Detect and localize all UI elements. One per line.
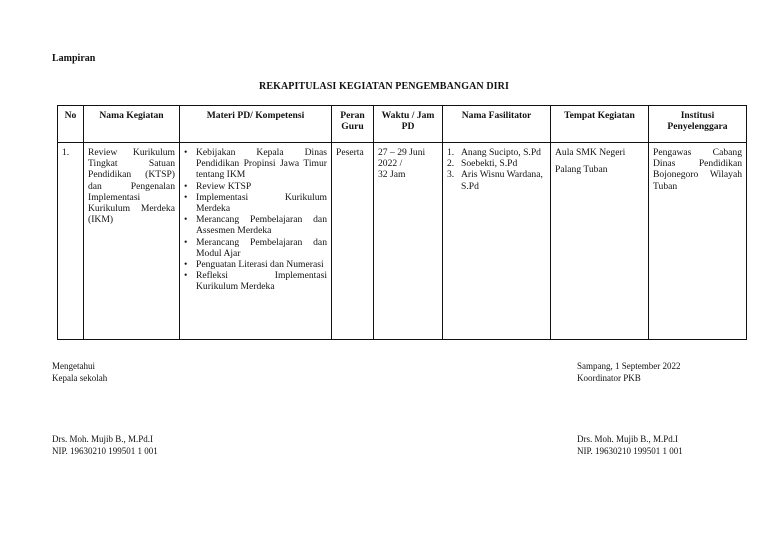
header-tempat: Tempat Kegiatan [551,106,649,143]
tempat-line-1: Aula SMK Negeri [555,147,626,158]
cell-no: 1. [58,143,84,340]
list-item: 1. Anang Sucipto, S.Pd [447,147,541,158]
document-title: REKAPITULASI KEGIATAN PENGEMBANGAN DIRI [259,81,509,92]
cell-tempat [551,143,649,340]
list-item: • Implementasi Kurikulum Merdeka [196,192,327,214]
list-item: • Merancang Pembelajaran dan Assesmen Merdeka [196,214,327,236]
cell-peran: Peserta [332,143,374,340]
waktu-hours: 32 Jam [378,169,406,181]
header-fasilitator: Nama Fasilitator [443,106,551,143]
list-item: • Penguatan Literasi dan Numerasi [196,259,327,270]
list-item: • Review KTSP [196,181,327,192]
signature-left-heading [52,361,107,384]
signer-nip: NIP. 19630210 199501 1 001 [52,445,158,456]
cell-materi [180,143,332,340]
cell-fasilitator [443,143,551,340]
cell-waktu [374,143,443,340]
header-nama-kegiatan: Nama Kegiatan [84,106,180,143]
principal-role: Kepala sekolah [52,372,108,383]
signer-nip: NIP. 19630210 199501 1 001 [577,445,683,456]
attachment-label: Lampiran [52,53,96,64]
fasilitator-list [447,147,546,192]
table-header-row [58,106,747,143]
signer-name: Drs. Moh. Mujib B., M.Pd.I [52,434,154,444]
list-item: • Kebijakan Kepala Dinas Pendidikan Propinsi Jawa Timur tentang IKM [196,147,327,181]
header-materi: Materi PD/ Kompetensi [180,106,332,143]
list-item: • Refleksi Implementasi Kurikulum Merdeka [196,270,327,292]
waktu-date: 27 – 29 Juni 2022 / [378,147,426,170]
signer-name: Drs. Moh. Mujib B., M.Pd.I [577,434,679,444]
acknowledge-label: Mengetahui [52,361,95,371]
header-waktu: Waktu / Jam PD [374,106,443,143]
coordinator-role: Koordinator PKB [577,372,641,383]
signature-right-name [577,434,683,457]
cell-institusi: Pengawas Cabang Dinas Pendidikan Bojonegoro Wilayah Tuban [649,143,747,340]
header-no: No [58,106,84,143]
table-row [58,143,747,340]
tempat-line-2: Palang Tuban [555,164,608,176]
cell-nama-kegiatan: Review Kurikulum Tingkat Satuan Pendidikan (KTSP) dan Pengenalan Implementasi Kurikulum Merdeka (IKM) [84,143,180,340]
list-item: 2. Soebekti, S.Pd [447,158,518,170]
signature-left-name [52,434,158,457]
header-peran-guru: Peran Guru [332,106,374,143]
list-item: 3. Aris Wisnu Wardana, S.Pd [447,169,543,192]
header-institusi: Institusi Penyelenggara [649,106,747,143]
signature-right-heading [577,361,680,384]
recap-table [57,105,747,340]
place-date: Sampang, 1 September 2022 [577,361,681,371]
materi-list [184,147,327,293]
list-item: • Merancang Pembelajaran dan Modul Ajar [196,237,327,259]
